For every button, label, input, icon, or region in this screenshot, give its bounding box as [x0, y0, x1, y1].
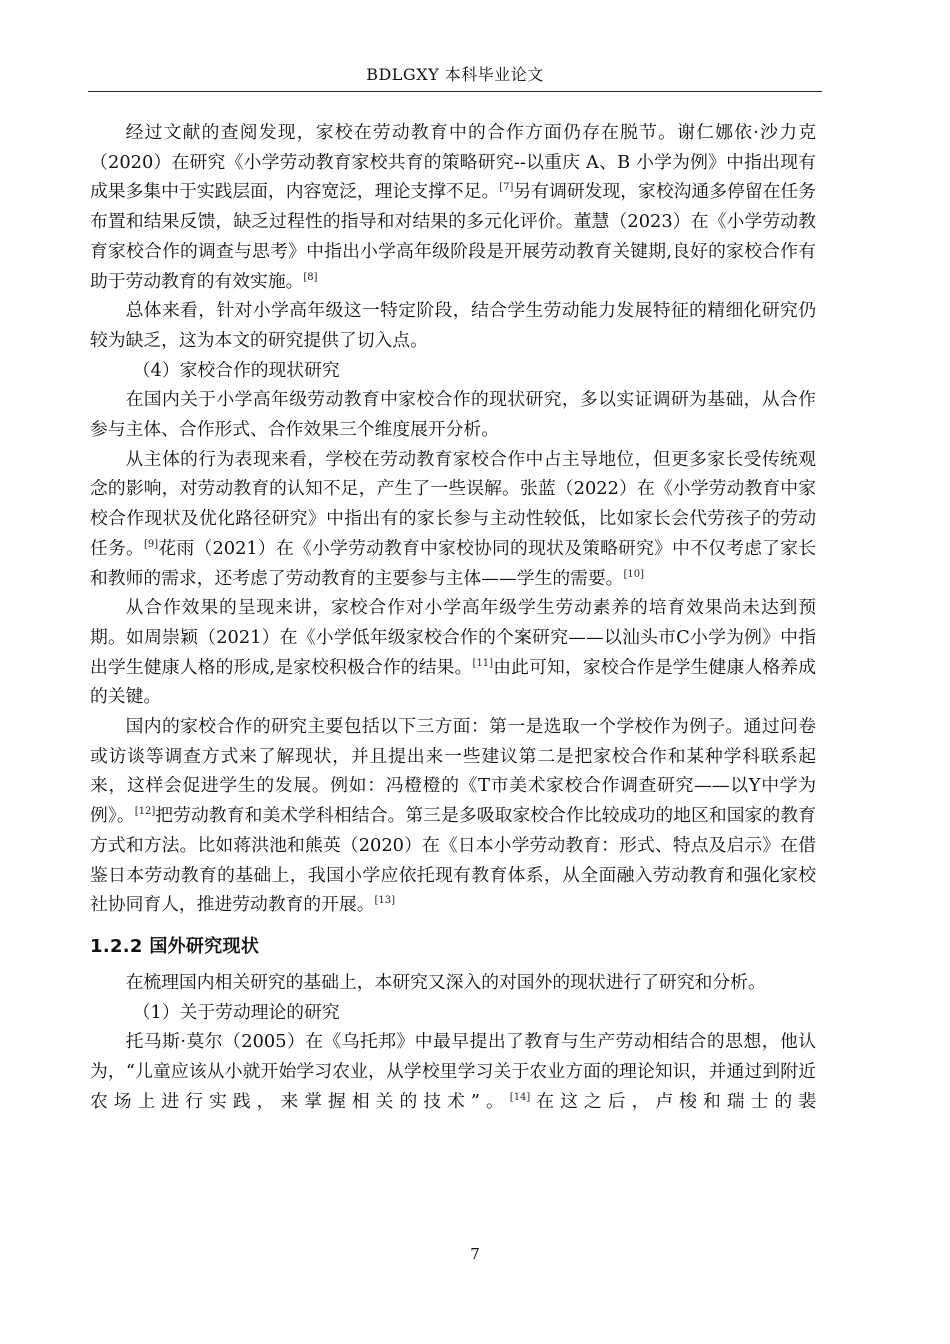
citation-marker: [13]: [374, 895, 396, 907]
foreign-research-section: [90, 968, 816, 1117]
paragraph: [90, 968, 816, 998]
citation-marker: [11]: [472, 657, 494, 669]
paragraph: [90, 118, 816, 296]
page-footer: [0, 1245, 950, 1263]
paragraph-text: 在这之后，卢梭和瑞士的裴: [530, 1090, 816, 1112]
header-title: BDLGXY 本科毕业论文: [366, 65, 544, 84]
paragraph-text: （4）家校合作的现状研究: [132, 359, 340, 381]
paragraph: [90, 1027, 816, 1116]
section-heading: 1.2.2 国外研究现状: [90, 935, 260, 957]
citation-marker: [12]: [134, 806, 156, 818]
paragraph-text: 花雨（2021）在《小学劳动教育中家校协同的现状及策略研究》中不仅考虑了家长和教师的需求，还考虑了劳动教育的主要参与主体——学生的需要。: [90, 537, 816, 589]
paragraph: [90, 593, 816, 712]
paragraph-text: 托马斯·莫尔（2005）在《乌托邦》中最早提出了教育与生产劳动相结合的思想，他认为，“儿童应该从小就开始学习农业，从学校里学习关于农业方面的理论知识，并通过到附近农场上进行实践，来掌握相关的技术”。: [90, 1031, 816, 1112]
paragraph-text: 在国内关于小学高年级劳动教育中家校合作的现状研究，多以实证调研为基础，从合作参与主体、合作形式、合作效果三个维度展开分析。: [90, 389, 816, 441]
citation-marker: [10]: [623, 568, 644, 580]
paragraph-text: 总体来看，针对小学高年级这一特定阶段，结合学生劳动能力发展特征的精细化研究仍较为缺乏，这为本文的研究提供了切入点。: [90, 300, 816, 351]
paragraph-text: 经过文献的查阅发现，家校在劳动教育中的合作方面仍存在脱节。谢仁娜依·沙力克（2020）在研究《小学劳动教育家校共育的策略研究--以重庆 A、B 小学为例》中指出现有成果多集中于实践层面，内容宽泛，理论支撑不足。: [90, 122, 816, 203]
subsection-title: [90, 998, 816, 1028]
paragraph: [90, 712, 816, 920]
paragraph-text: 从合作效果的呈现来讲，家校合作对小学高年级学生劳动素养的培育效果尚未达到预期。如周崇颖（2021）在《小学低年级家校合作的个案研究——以汕头市C小学为例》中指出学生健康人格的形成,是家校积极合作的结果。: [90, 597, 816, 678]
paragraph-text: 由此可知，家校合作是学生健康人格养成的关键。: [90, 656, 816, 708]
citation-marker: [7]: [499, 182, 514, 194]
paragraph-text: 另有调研发现，家校沟通多停留在任务布置和结果反馈，缺乏过程性的指导和对结果的多元化评价。董慧（2023）在《小学劳动教育家校合作的调查与思考》中指出小学高年级阶段是开展劳动教育关键期,良好的家校合作有助于劳动教育的有效实施。: [90, 181, 816, 292]
citation-marker: [9]: [144, 538, 159, 550]
domestic-research-section: [90, 118, 816, 920]
citation-marker: [14]: [509, 1091, 531, 1103]
page-header: [88, 62, 822, 92]
citation-marker: [8]: [303, 271, 318, 283]
document-body: [90, 118, 816, 1117]
paragraph-text: 把劳动教育和美术学科相结合。第三是多吸取家校合作比较成功的地区和国家的教育方式和方法。比如蒋洪池和熊英（2020）在《日本小学劳动教育：形式、特点及启示》在借鉴日本劳动教育的基础上，我国小学应依托现有教育体系，从全面融入劳动教育和强化家校社协同育人，推进劳动教育的开展。: [90, 805, 816, 916]
paragraph: [90, 385, 816, 444]
paragraph-text: 从主体的行为表现来看，学校在劳动教育家校合作中占主导地位，但更多家长受传统观念的影响，对劳动教育的认知不足，产生了一些误解。张蓝（2022）在《小学劳动教育中家校合作现状及优化路径研究》中指出有的家长参与主动性较低，比如家长会代劳孩子的劳动任务。: [90, 448, 816, 559]
paragraph-text: 国内的家校合作的研究主要包括以下三方面：第一是选取一个学校作为例子。通过问卷或访谈等调查方式来了解现状，并且提出来一些建议第二是把家校合作和某种学科联系起来，这样会促进学生的发展。例如：冯橙橙的《T市美术家校合作调查研究——以Y中学为例》。: [90, 716, 816, 827]
paragraph: [90, 445, 816, 594]
subsection-title: [90, 356, 816, 386]
paragraph: [90, 296, 816, 355]
paragraph-text: 在梳理国内相关研究的基础上，本研究又深入的对国外的现状进行了研究和分析。: [125, 971, 766, 993]
paragraph-text: （1）关于劳动理论的研究: [132, 1001, 340, 1023]
page-number: 7: [470, 1245, 480, 1263]
